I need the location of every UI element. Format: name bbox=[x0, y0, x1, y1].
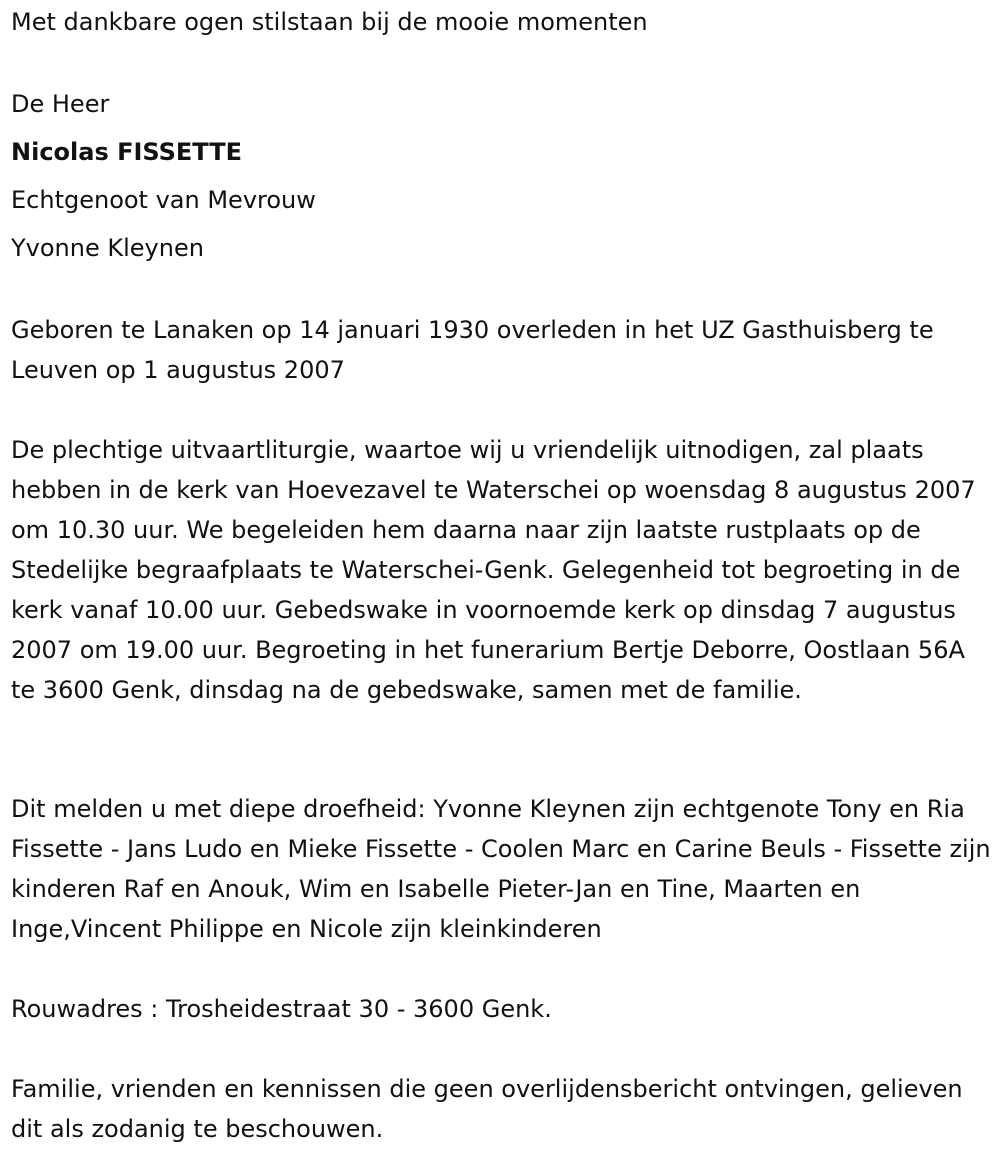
salutation: De Heer bbox=[11, 90, 110, 118]
closing-paragraph: Familie, vrienden en kennissen die geen overlijdensbericht ontvingen, gelieven dit als zodanig te beschouwen. bbox=[11, 1075, 963, 1143]
opening-line: Met dankbare ogen stilstaan bij de mooie momenten bbox=[11, 8, 648, 36]
deceased-name: Nicolas FISSETTE bbox=[11, 138, 242, 166]
family-paragraph: Dit melden u met diepe droefheid: Yvonne Kleynen zijn echtgenote Tony en Ria Fissette - Jans Ludo en Mieke Fissette - Coolen Marc en Carine Beuls - Fissette zijn kinderen Raf en Anouk, Wim en Isabelle Pieter-Jan en Tine, Maarten en Inge,Vincent Philippe en Nicole zijn kleinkinderen bbox=[11, 795, 991, 943]
funeral-paragraph: De plechtige uitvaartliturgie, waartoe wij u vriendelijk uitnodigen, zal plaats hebben in de kerk van Hoevezavel te Waterschei op woensdag 8 augustus 2007 om 10.30 uur. We begeleiden hem daarna naar zijn laatste rustplaats op de Stedelijke begraafplaats te Waterschei-Genk. Gelegenheid tot begroeting in de kerk vanaf 10.00 uur. Gebedswake in voornoemde kerk op dinsdag 7 augustus 2007 om 19.00 uur. Begroeting in het funerarium Bertje Deborre, Oostlaan 56A te 3600 Genk, dinsdag na de gebedswake, samen met de familie. bbox=[11, 436, 976, 704]
spouse-line-2: Yvonne Kleynen bbox=[11, 234, 204, 262]
spouse-line-1: Echtgenoot van Mevrouw bbox=[11, 186, 316, 214]
mourning-address: Rouwadres : Trosheidestraat 30 - 3600 Genk. bbox=[11, 995, 552, 1023]
birth-death-paragraph: Geboren te Lanaken op 14 januari 1930 overleden in het UZ Gasthuisberg te Leuven op 1 augustus 2007 bbox=[11, 316, 934, 384]
